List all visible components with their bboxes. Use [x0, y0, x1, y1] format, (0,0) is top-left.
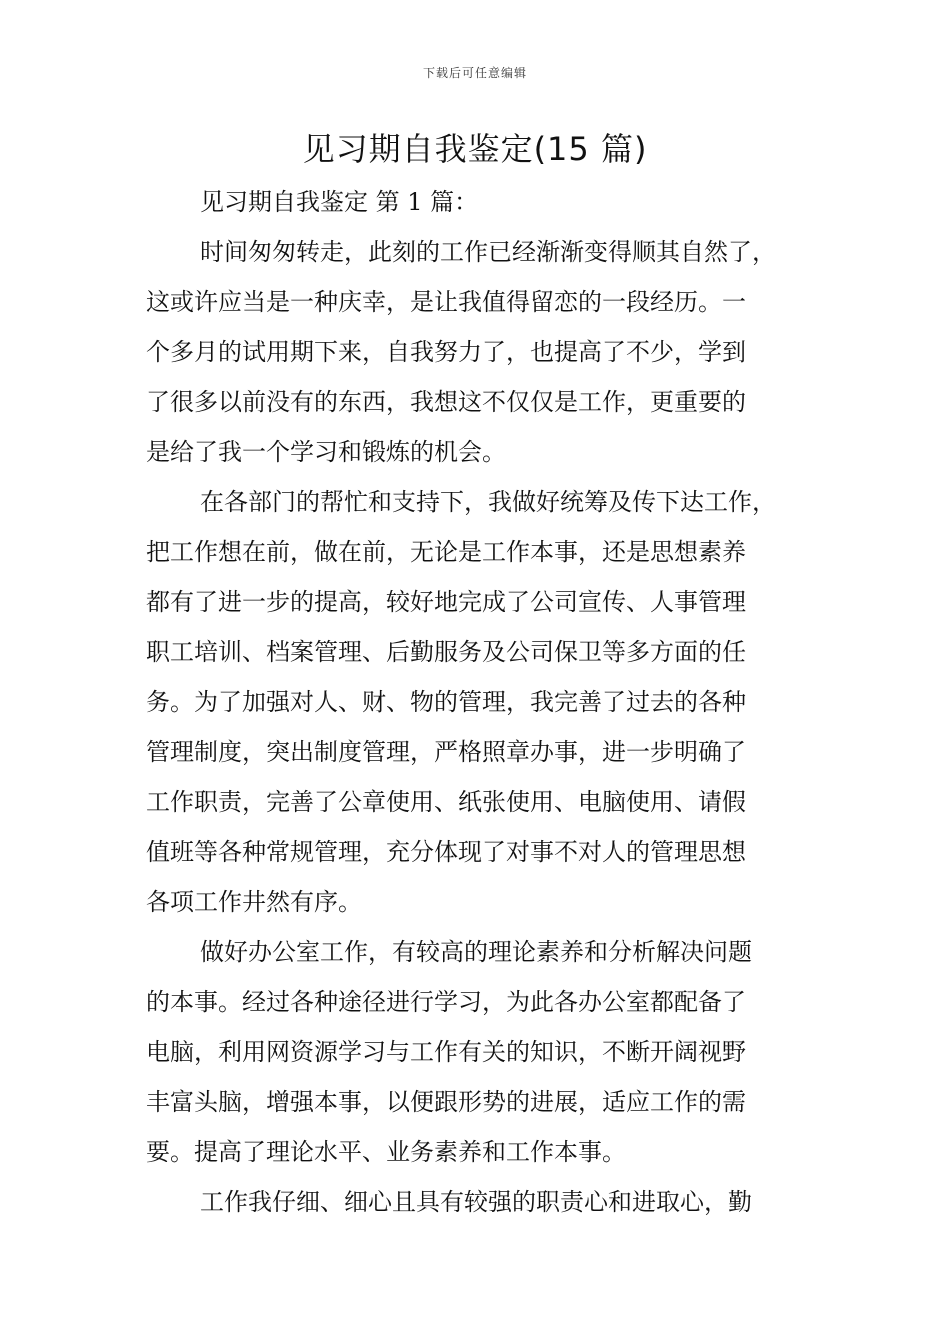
paragraph-line: 都有了进一步的提高，较好地完成了公司宣传、人事管理 [146, 588, 746, 616]
document-title: 见习期自我鉴定(15 篇) [302, 130, 648, 168]
paragraph-line: 在各部门的帮忙和支持下，我做好统筹及传下达工作， [200, 488, 776, 516]
paragraph-1 [146, 227, 810, 477]
paragraph-line: 了很多以前没有的东西，我想这不仅仅是工作，更重要的 [146, 388, 746, 416]
paragraph-3 [146, 927, 810, 1177]
paragraph-line: 各项工作井然有序。 [146, 888, 362, 916]
paragraph-line: 是给了我一个学习和锻炼的机会。 [146, 438, 506, 466]
header-note: 下载后可任意编辑 [422, 66, 527, 80]
paragraph-4 [146, 1177, 810, 1227]
paragraph-line: 管理制度，突出制度管理，严格照章办事，进一步明确了 [146, 738, 746, 766]
document-body [146, 177, 810, 1227]
paragraph-line: 时间匆匆转走，此刻的工作已经渐渐变得顺其自然了， [200, 238, 776, 266]
paragraph-line: 工作我仔细、细心且具有较强的职责心和进取心，勤 [200, 1188, 752, 1216]
section-subtitle: 见习期自我鉴定 第 1 篇： [200, 188, 479, 216]
paragraph-line: 要。提高了理论水平、业务素养和工作本事。 [146, 1138, 626, 1166]
paragraph-line: 这或许应当是一种庆幸，是让我值得留恋的一段经历。一 [146, 288, 746, 316]
paragraph-2 [146, 477, 810, 927]
paragraph-line: 把工作想在前，做在前，无论是工作本事，还是思想素养 [146, 538, 746, 566]
paragraph-line: 职工培训、档案管理、后勤服务及公司保卫等多方面的任 [146, 638, 746, 666]
paragraph-line: 工作职责，完善了公章使用、纸张使用、电脑使用、请假 [146, 788, 746, 816]
paragraph-line: 个多月的试用期下来，自我努力了，也提高了不少，学到 [146, 338, 746, 366]
paragraph-line: 值班等各种常规管理，充分体现了对事不对人的管理思想 [146, 838, 746, 866]
paragraph-line: 电脑，利用网资源学习与工作有关的知识，不断开阔视野 [146, 1038, 746, 1066]
paragraph-line: 务。为了加强对人、财、物的管理，我完善了过去的各种 [146, 688, 746, 716]
paragraph-line: 的本事。经过各种途径进行学习，为此各办公室都配备了 [146, 988, 746, 1016]
paragraph-line: 做好办公室工作，有较高的理论素养和分析解决问题 [200, 938, 752, 966]
paragraph-line: 丰富头脑，增强本事，以便跟形势的进展，适应工作的需 [146, 1088, 746, 1116]
